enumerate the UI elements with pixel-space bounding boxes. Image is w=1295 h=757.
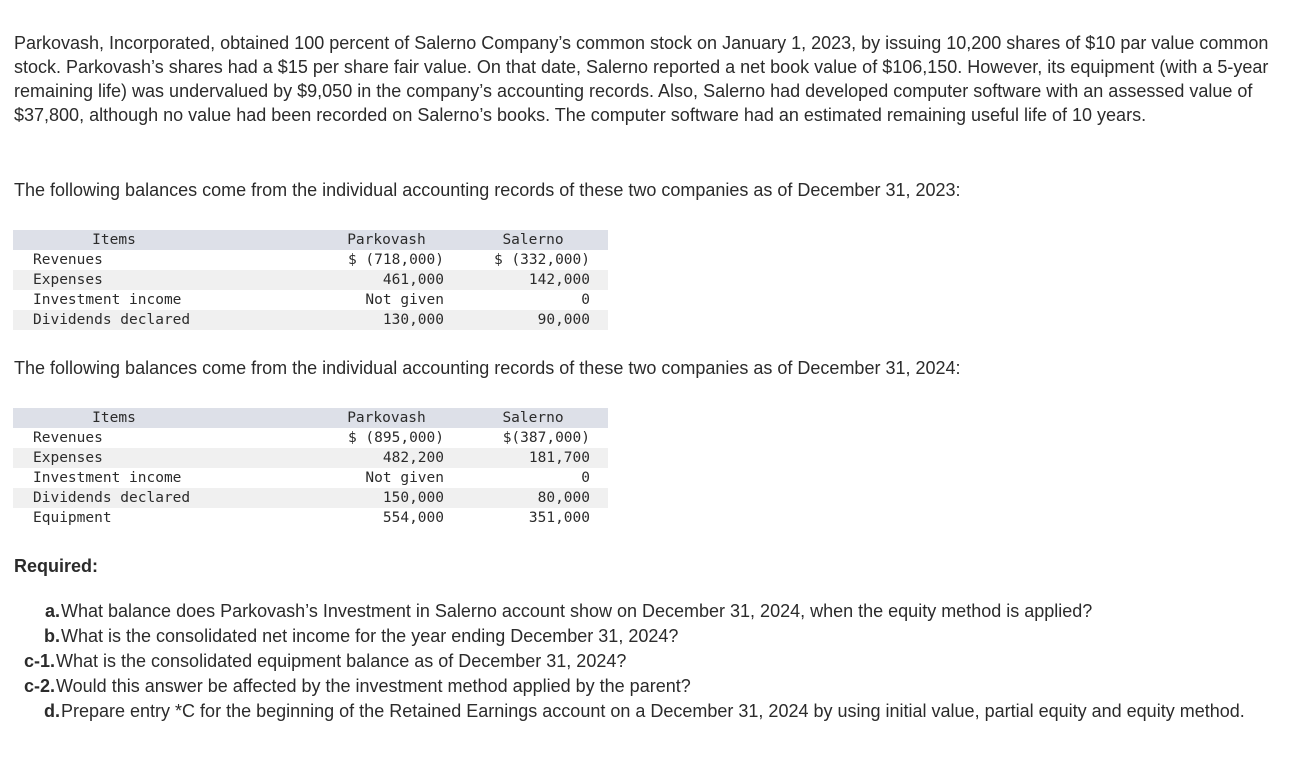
row-item: Revenues (13, 428, 315, 448)
table-row (13, 468, 608, 488)
question-b (0, 624, 1295, 649)
column-header-salerno: Salerno (458, 230, 608, 250)
balances-2024-table (13, 408, 608, 528)
row-parkovash-value: 150,000 (315, 488, 458, 508)
balances-2023-lead: The following balances come from the individual accounting records of these two companies as of December 31, 2023: (14, 180, 961, 200)
row-parkovash-value: Not given (315, 290, 458, 310)
row-item: Dividends declared (13, 310, 315, 330)
table-row (13, 448, 608, 468)
table-row (13, 270, 608, 290)
question-text: Prepare entry *C for the beginning of the Retained Earnings account on a December 31, 2024 by using initial value, partial equity and equity method. (61, 701, 1245, 721)
question-a (0, 599, 1295, 624)
row-item: Equipment (13, 508, 315, 528)
question-text: What is the consolidated net income for the year ending December 31, 2024? (61, 626, 679, 646)
row-parkovash-value: 482,200 (315, 448, 458, 468)
row-salerno-value: 351,000 (458, 508, 608, 528)
balances-2023-table (13, 230, 608, 330)
question-label: b. (44, 626, 60, 646)
row-parkovash-value: Not given (315, 468, 458, 488)
table-row (13, 428, 608, 448)
table-row (13, 290, 608, 310)
question-c-2 (0, 674, 1295, 699)
row-item: Revenues (13, 250, 315, 270)
row-item: Investment income (13, 290, 315, 310)
row-item: Investment income (13, 468, 315, 488)
column-header-items: Items (13, 408, 315, 428)
table-header-row (13, 230, 608, 250)
row-parkovash-value: 461,000 (315, 270, 458, 290)
question-label: a. (44, 601, 60, 621)
question-label: d. (44, 701, 60, 721)
required-heading: Required: (14, 556, 99, 576)
row-parkovash-value: $ (718,000) (315, 250, 458, 270)
required-questions-list (0, 599, 1295, 724)
table-row (13, 488, 608, 508)
question-c-1 (0, 649, 1295, 674)
row-item: Expenses (13, 270, 315, 290)
row-salerno-value: $ (332,000) (458, 250, 608, 270)
table-row (13, 250, 608, 270)
question-text: What balance does Parkovash’s Investment in Salerno account show on December 31, 2024, when the equity method is applied? (61, 601, 1093, 621)
column-header-parkovash: Parkovash (315, 408, 458, 428)
row-item: Dividends declared (13, 488, 315, 508)
row-salerno-value: 142,000 (458, 270, 608, 290)
row-salerno-value: 0 (458, 468, 608, 488)
table-header-row (13, 408, 608, 428)
row-parkovash-value: 130,000 (315, 310, 458, 330)
question-label: c-1. (23, 651, 55, 671)
row-salerno-value: 90,000 (458, 310, 608, 330)
row-salerno-value: $(387,000) (458, 428, 608, 448)
question-text: Would this answer be affected by the investment method applied by the parent? (56, 676, 691, 696)
row-item: Expenses (13, 448, 315, 468)
question-text: What is the consolidated equipment balance as of December 31, 2024? (56, 651, 627, 671)
question-label: c-2. (23, 676, 55, 696)
row-salerno-value: 80,000 (458, 488, 608, 508)
question-d (0, 699, 1295, 724)
row-salerno-value: 0 (458, 290, 608, 310)
table-row (13, 310, 608, 330)
problem-intro: Parkovash, Incorporated, obtained 100 percent of Salerno Company’s common stock on January 1, 2023, by issuing 10,200 shares of $10 par value common stock. Parkovash’s shares had a $15 per share fair value. On that date, Salerno reported a net book value of $106,150. However, its equipment (with a 5-year remaining life) was undervalued by $9,050 in the company’s accounting records. Also, Salerno had developed computer software with an assessed value of $37,800, although no value had been recorded on Salerno’s books. The computer software had an estimated remaining useful life of 10 years. (14, 33, 1269, 125)
row-parkovash-value: $ (895,000) (315, 428, 458, 448)
row-parkovash-value: 554,000 (315, 508, 458, 528)
row-salerno-value: 181,700 (458, 448, 608, 468)
column-header-parkovash: Parkovash (315, 230, 458, 250)
table-row (13, 508, 608, 528)
column-header-salerno: Salerno (458, 408, 608, 428)
column-header-items: Items (13, 230, 315, 250)
balances-2024-lead: The following balances come from the individual accounting records of these two companies as of December 31, 2024: (14, 358, 961, 378)
